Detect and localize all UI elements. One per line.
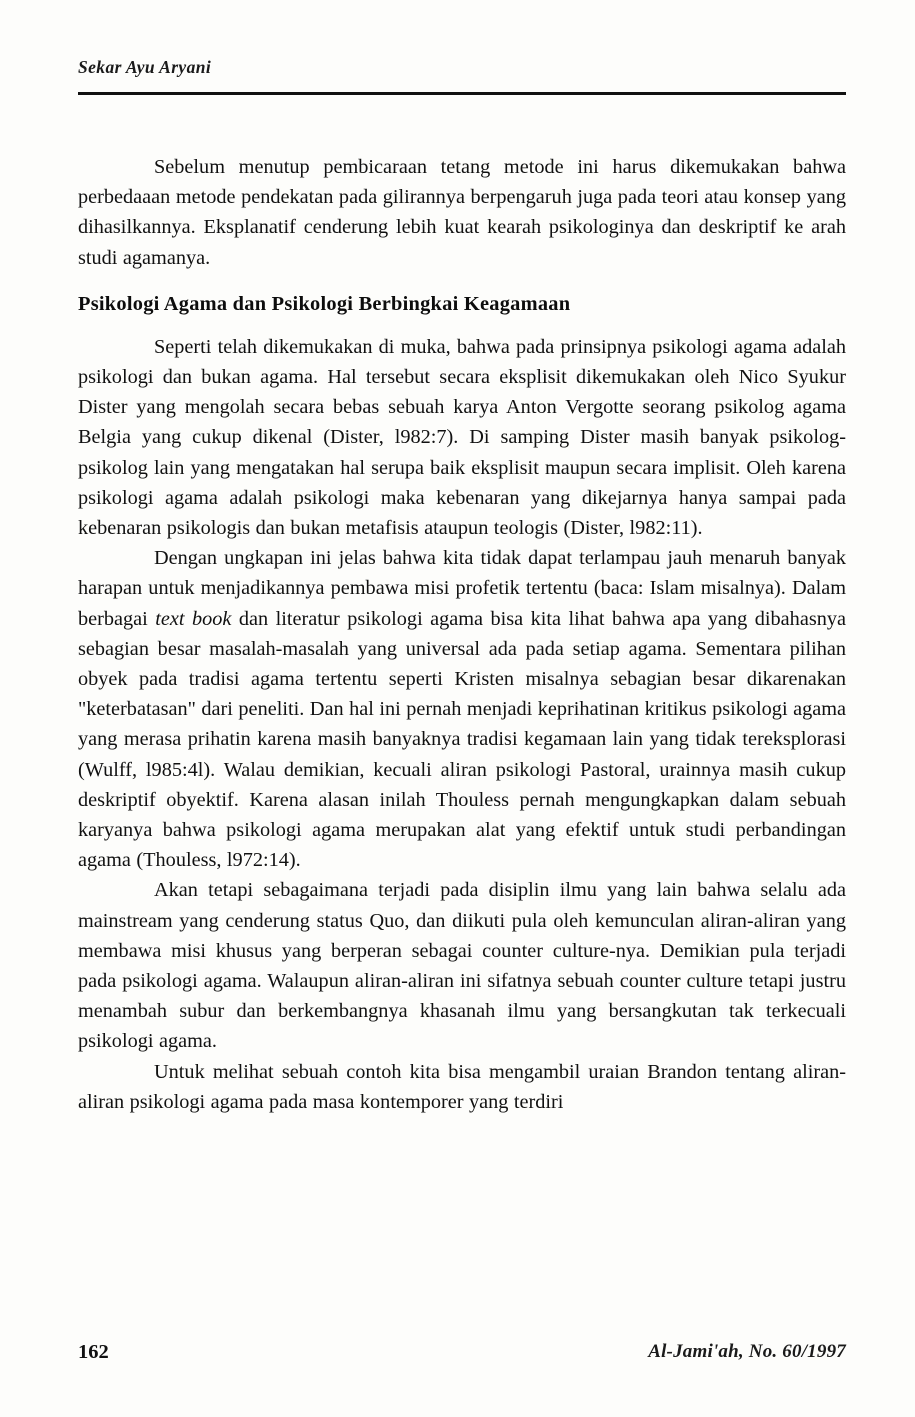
- header-divider-rule: [78, 92, 846, 95]
- paragraph-mainstream-counter-culture: Akan tetapi sebagaimana terjadi pada disiplin ilmu yang lain bahwa selalu ada mainstream yang cenderung status Quo, dan diikuti pula oleh kemunculan aliran-aliran yang membawa misi khusus yang berperan sebagai counter culture-nya. Demikian pula terjadi pada psikologi agama. Walaupun aliran-aliran ini sifatnya sebuah counter culture tetapi justru menambah subur dan berkembangnya khasanah ilmu yang bersangkutan tak terkecuali psikologi agama.: [78, 879, 846, 1053]
- spacer-after-heading: [78, 318, 846, 332]
- paragraph-closing-remarks: Sebelum menutup pembicaraan tetang metode ini harus dikemukakan bahwa perbedaaan metode pendekatan pada gilirannya berpengaruh juga pada teori atau konsep yang dihasilkannya. Eksplanatif cenderung lebih kuat kearah psikologinya dan deskriptif ke arah studi agamanya.: [78, 156, 846, 269]
- section-heading: Psikologi Agama dan Psikologi Berbingkai Keagamaan: [78, 292, 571, 315]
- paragraph-textbook-discussion: [78, 543, 846, 875]
- running-head: [78, 58, 846, 77]
- page-number: 162: [78, 1341, 109, 1363]
- body-text-column: [78, 152, 846, 1117]
- paragraph-psychology-of-religion: Seperti telah dikemukakan di muka, bahwa pada prinsipnya psikologi agama adalah psikologi dan bukan agama. Hal tersebut secara eksplisit dikemukakan oleh Nico Syukur Dister yang mengolah secara bebas sebuah karya Anton Vergotte seorang psikolog agama Belgia yang cukup dikenal (Dister, l982:7). Di samping Dister masih banyak psikolog-psikolog lain yang mengatakan hal serupa baik eksplisit maupun secara implisit. Oleh karena psikologi agama adalah psikologi maka kebenaran yang dikejarnya hanya sampai pada kebenaran psikologis dan bukan metafisis ataupun teologis (Dister, l982:11).: [78, 335, 846, 540]
- spacer-before-heading: [78, 273, 846, 290]
- page-footer: [78, 1338, 846, 1372]
- paragraph-brandon-example: Untuk melihat sebuah contoh kita bisa mengambil uraian Brandon tentang aliran-aliran psikologi agama pada masa kontemporer yang terdiri: [78, 1060, 846, 1113]
- running-head-author: Sekar Ayu Aryani: [78, 57, 212, 77]
- italic-term-text-book: text book: [155, 607, 232, 630]
- paragraph-textbook-part-two: dan literatur psikologi agama bisa kita lihat bahwa apa yang dibahasnya sebagian besar masalah-masalah yang universal ada pada setiap agama. Sementara pilihan obyek pada tradisi agama tertentu seperti Kristen misalnya sebagian besar dikarenakan "keterbatasan" dari peneliti. Dan hal ini pernah menjadi keprihatinan kritikus psikologi agama yang merasa prihatin karena masih banyaknya tradisi kegamaan lain yang tidak tereksplorasi (Wulff, l985:4l). Walau demikian, kecuali aliran psikologi Pastoral, urainnya masih cukup deskriptif obyektif. Karena alasan inilah Thouless pernah mengungkapkan dalam sebuah karyanya bahwa psikologi agama merupakan alat yang efektif untuk studi perbandingan agama (Thouless, l972:14).: [78, 607, 846, 872]
- paragraph-textbook-part-one: Dengan ungkapan ini jelas bahwa kita tidak dapat terlampau jauh menaruh banyak harapan untuk menjadikannya pembawa misi profetik tertentu (baca: Islam misalnya). Dalam berbagai: [78, 547, 846, 630]
- journal-reference: Al-Jami'ah, No. 60/1997: [648, 1341, 846, 1362]
